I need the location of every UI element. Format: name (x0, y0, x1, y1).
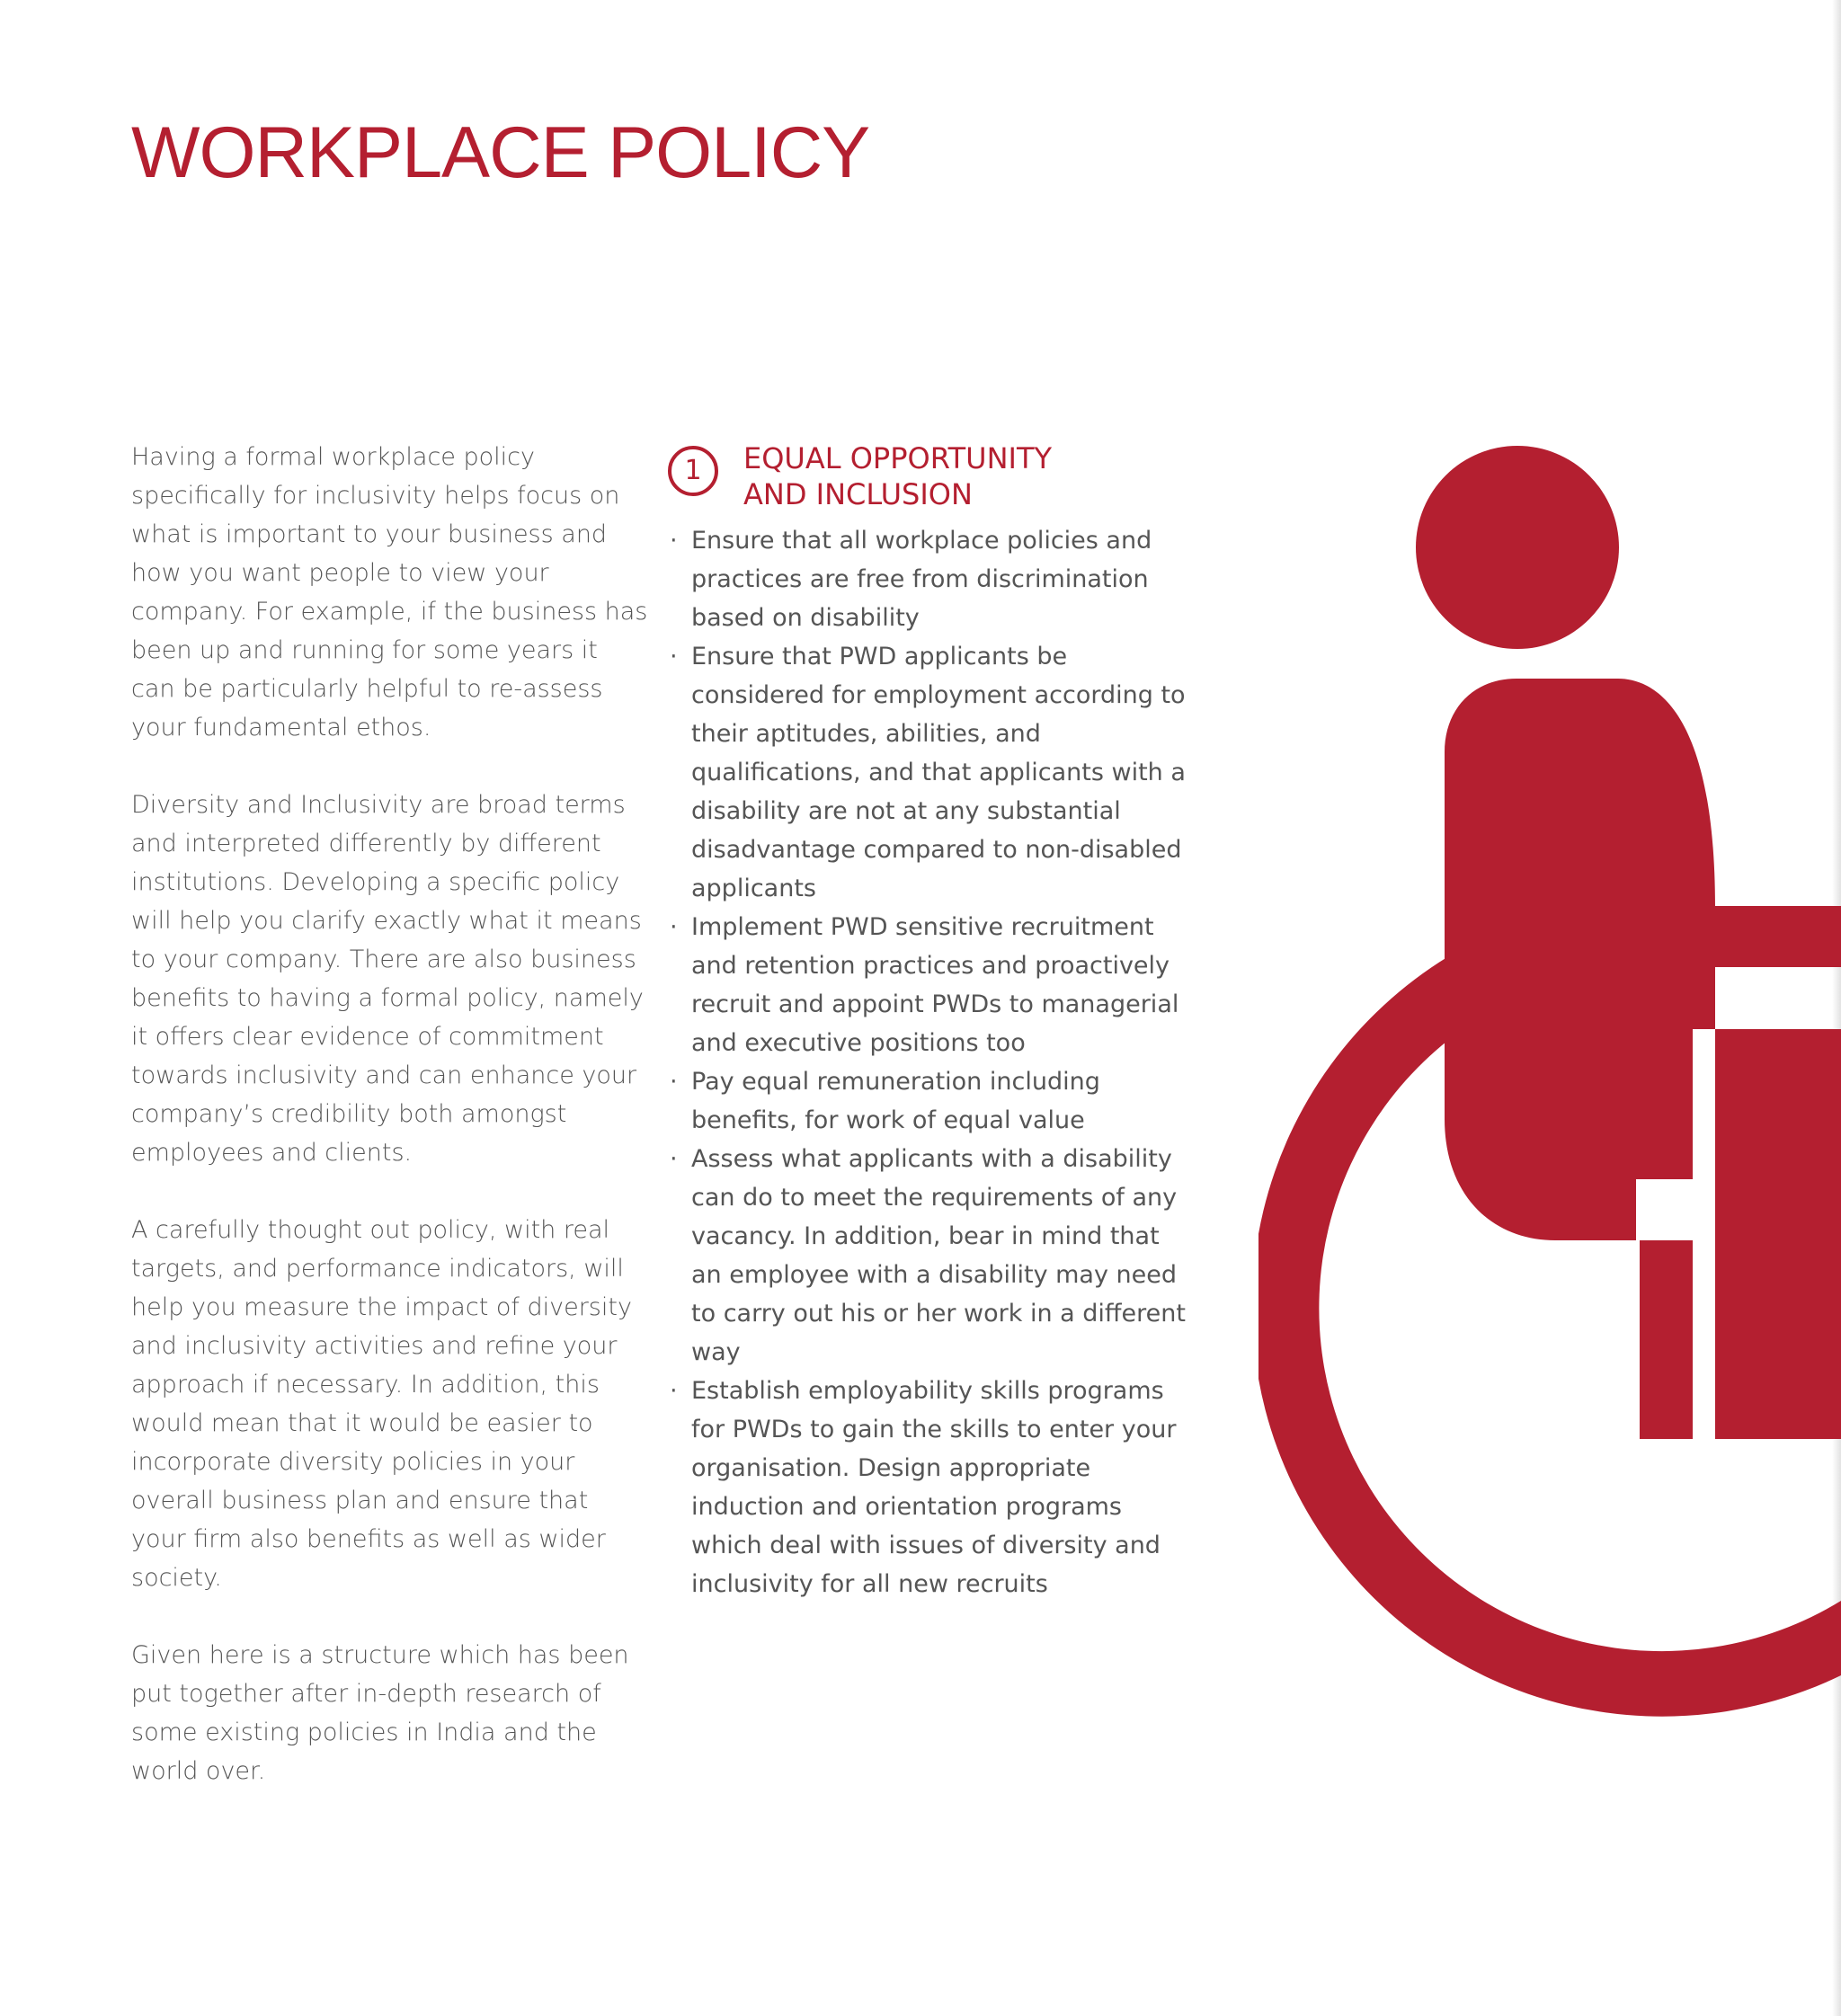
page-title: WORKPLACE POLICY (131, 112, 870, 193)
section-number-badge: 1 (668, 446, 718, 496)
bullet-dot: · (670, 527, 678, 555)
intro-column (131, 438, 648, 1829)
bullet-dot: · (670, 1068, 678, 1096)
section-title (743, 440, 1175, 512)
list-item-text: Implement PWD sensitive recruitment and retention practices and proactively recruit and appoint PWDs to managerial and executive positions too (691, 913, 1179, 1057)
list-item (668, 908, 1189, 1062)
wheelchair-icon (1258, 440, 1841, 1735)
intro-paragraph: Given here is a structure which has been put together after in-depth research of some existing policies in India and the world over. (131, 1641, 629, 1785)
intro-paragraph: Having a formal workplace policy specifically for inclusivity helps focus on what is important to your business and how you want people to view your company. For example, if the business has been up and running for some years it can be particularly helpful to re-assess your fundamental ethos. (131, 443, 648, 742)
bullet-dot: · (670, 1377, 678, 1405)
list-item-text: Pay equal remuneration including benefits, for work of equal value (691, 1068, 1100, 1134)
list-item (668, 521, 1189, 637)
bullet-dot: · (670, 913, 678, 941)
bullet-list (668, 521, 1189, 1603)
list-item-text: Ensure that PWD applicants be considered for employment according to their aptitudes, abilities, and qualifications, and that applicants with a disability are not at any substantial disadvantage compared to non-disabled applicants (691, 643, 1186, 902)
section-title-line1: EQUAL OPPORTUNITY (743, 441, 1053, 475)
list-item (668, 1062, 1189, 1140)
section-title-line2: AND INCLUSION (743, 477, 973, 511)
list-item-text: Establish employability skills programs for PWDs to gain the skills to enter your organisation. Design appropriate induction and orientation programs which deal with issues of diversity and inclusivity for all new recruits (691, 1377, 1177, 1598)
section-header (668, 440, 1189, 521)
section-equal-opportunity (668, 440, 1189, 1603)
icon-arm (1715, 906, 1841, 967)
intro-paragraph: A carefully thought out policy, with real targets, and performance indicators, will help you measure the impact of diversity and inclusivity activities and refine your approach if necessary. In addition, this would mean that it would be easier to incorporate diversity policies in your overall business plan and ensure that your firm also benefits as well as wider society. (131, 1216, 632, 1592)
list-item-text: Assess what applicants with a disability can do to meet the requirements of any vacancy. In addition, bear in mind that an employee with a disability may need to carry out his or her work in a different way (691, 1145, 1186, 1366)
icon-gap (1693, 1029, 1715, 1439)
intro-paragraph: Diversity and Inclusivity are broad terms and interpreted differently by different institutions. Developing a specific policy will help you clarify exactly what it means to your company. There are also business benefits to having a formal policy, namely it offers clear evidence of commitment towards inclusivity and can enhance your company’s credibility both amongst employees and clients. (131, 791, 644, 1167)
list-item (668, 637, 1189, 908)
icon-head (1416, 446, 1619, 649)
icon-leg (1640, 1240, 1693, 1439)
bullet-dot: · (670, 1145, 678, 1173)
list-item (668, 1372, 1189, 1603)
list-item (668, 1140, 1189, 1372)
bullet-dot: · (670, 643, 678, 671)
icon-backrest (1715, 1029, 1841, 1439)
list-item-text: Ensure that all workplace policies and practices are free from discrimination based on disability (691, 527, 1152, 632)
icon-body (1445, 679, 1715, 1240)
